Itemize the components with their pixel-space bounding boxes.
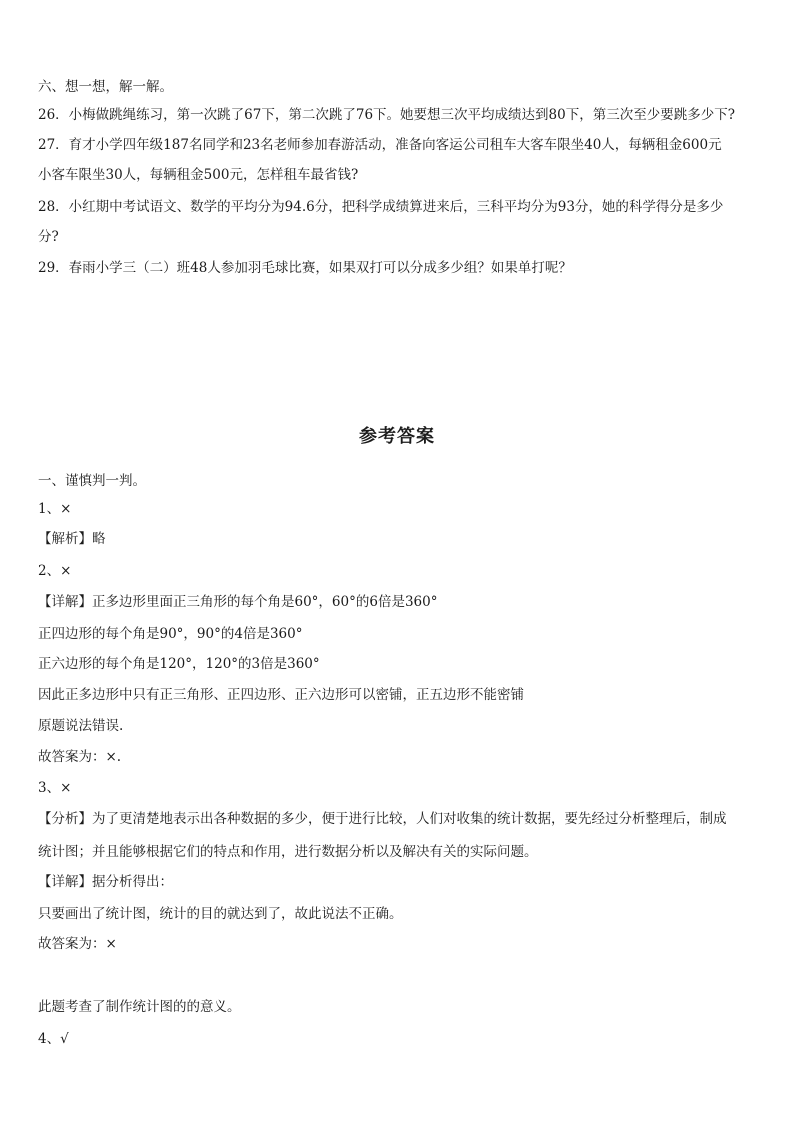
- answer-2-line-5: 原题说法错误.: [38, 718, 124, 734]
- answer-3-analysis-line-1: 【分析】为了更清楚地表示出各种数据的多少，便于进行比较，人们对收集的统计数据，要先经过分析整理后，制成: [38, 811, 727, 827]
- answer-2-line-2: 正四边形的每个角是90°，90°的4倍是360°: [38, 626, 303, 642]
- answer-2-line-6: 故答案为：×.: [38, 749, 122, 765]
- question-27-line-1: 27．育才小学四年级187名同学和23名老师参加春游活动，准备向客运公司租车大客车限坐40人，每辆租金600元: [38, 137, 722, 153]
- answer-key-title: 参考答案: [359, 426, 435, 447]
- question-29: 29．春雨小学三（二）班48人参加羽毛球比赛，如果双打可以分成多少组？如果单打呢？: [38, 260, 572, 276]
- answer-1: 1、×: [38, 501, 72, 517]
- answer-4: 4、√: [38, 1031, 69, 1047]
- answer-3-note: 此题考查了制作统计图的的意义。: [38, 999, 241, 1015]
- answer-3-detail: 【详解】据分析得出：: [38, 874, 173, 890]
- answer-3-analysis-line-2: 统计图；并且能够根据它们的特点和作用，进行数据分析以及解决有关的实际问题。: [38, 844, 538, 860]
- question-26: 26．小梅做跳绳练习，第一次跳了67下，第二次跳了76下。她要想三次平均成绩达到80下，第三次至少要跳多少下?: [38, 107, 735, 123]
- answer-2-line-3: 正六边形的每个角是120°，120°的3倍是360°: [38, 656, 320, 672]
- answer-2-line-4: 因此正多边形中只有正三角形、正四边形、正六边形可以密铺，正五边形不能密铺: [38, 687, 524, 703]
- answer-2-detail: 【详解】正多边形里面正三角形的每个角是60°，60°的6倍是360°: [38, 594, 438, 610]
- answer-3-line-3: 故答案为：×: [38, 936, 117, 952]
- answer-3: 3、×: [38, 780, 72, 796]
- section-6-heading: 六、想一想，解一解。: [38, 79, 173, 95]
- answer-1-analysis: 【解析】略: [38, 531, 106, 547]
- section-1-heading: 一、谨慎判一判。: [38, 473, 146, 489]
- answer-3-line-2: 只要画出了统计图，统计的目的就达到了，故此说法不正确。: [38, 906, 403, 922]
- answer-2: 2、×: [38, 563, 72, 579]
- question-28-line-2: 分?: [38, 229, 59, 245]
- question-28-line-1: 28．小红期中考试语文、数学的平均分为94.6分，把科学成绩算进来后，三科平均分为93分，她的科学得分是多少: [38, 199, 724, 215]
- question-27-line-2: 小客车限坐30人，每辆租金500元，怎样租车最省钱?: [38, 167, 359, 183]
